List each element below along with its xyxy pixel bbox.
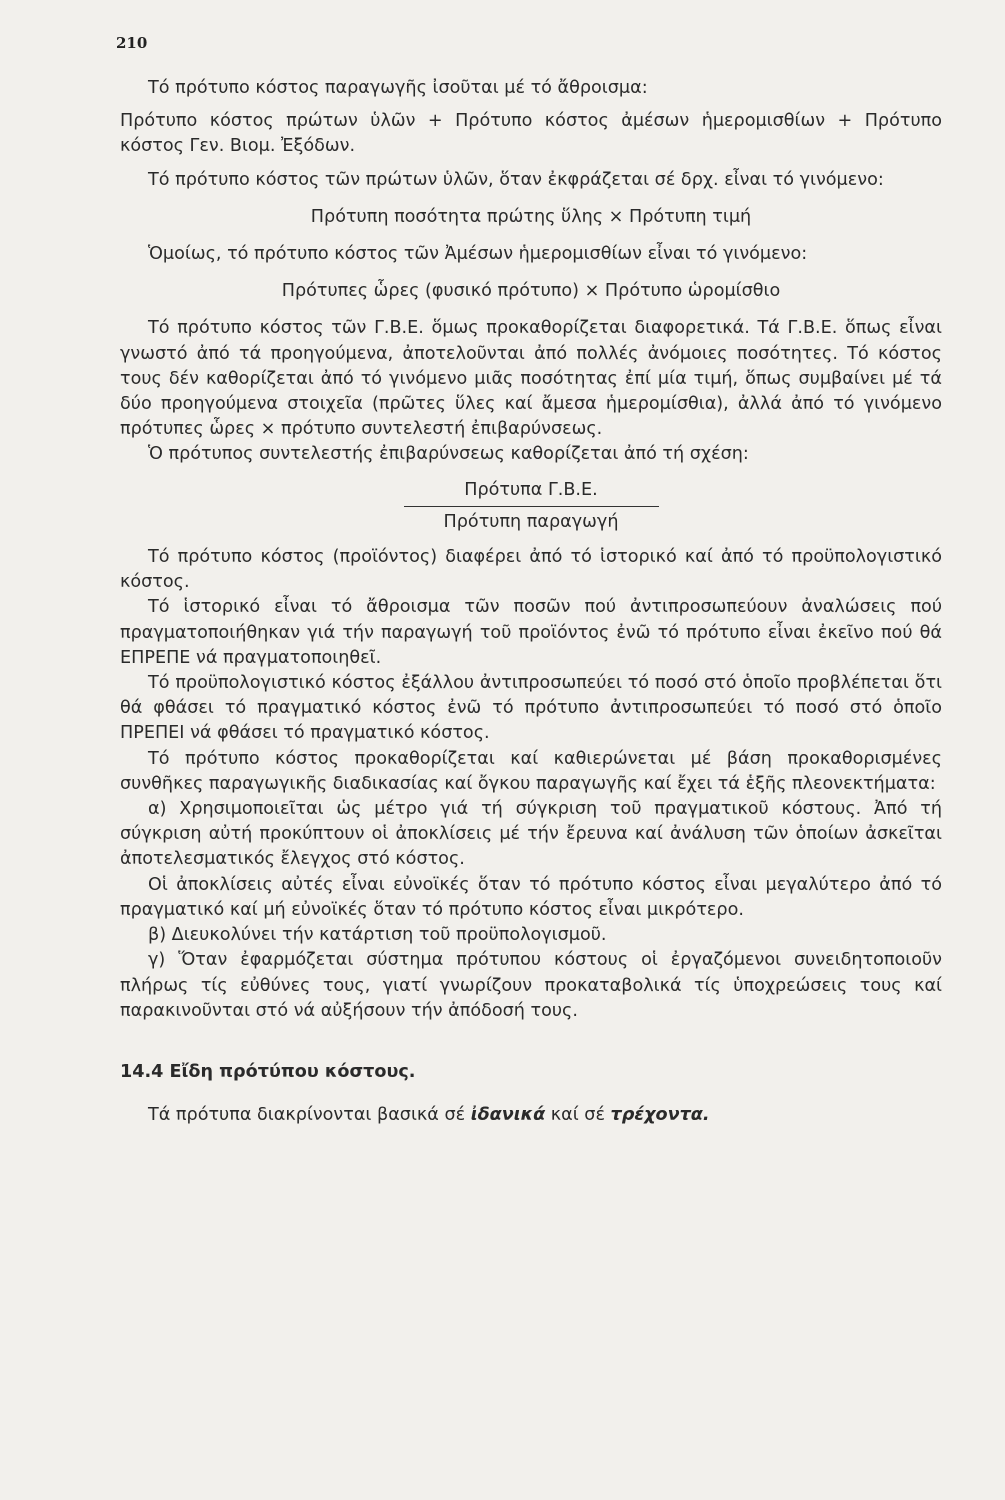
formula-raw-materials: Πρότυπη ποσότητα πρώτης ὕλης × Πρότυπη τιμή	[310, 206, 752, 227]
page-number: 210	[116, 34, 148, 52]
advantage-c: γ) Ὅταν ἐφαρμόζεται σύστημα πρότυπου κόστους οἱ ἐργαζόμενοι συνειδητοποιοῦν πλήρως τίς εὐθύνες τους, γιατί γνωρίζουν προκαταβολικά τίς ὑποχρεώσεις τους καί παρακινοῦνται στό νά αὐξήσουν τήν ἀπόδοσή τους.	[120, 950, 942, 1021]
paragraph-cost-differs: Τό πρότυπο κόστος (προϊόντος) διαφέρει ἀπό τό ἱστορικό καί ἀπό τό προϋπολογιστικό κόστος.	[120, 547, 942, 593]
page-body	[120, 76, 942, 1128]
paragraph-intro: Τό πρότυπο κόστος παραγωγῆς ἰσοῦται μέ τό ἄθροισμα:	[148, 78, 648, 98]
term-ideal: ἰδανικά	[470, 1105, 546, 1126]
term-current: τρέχοντα.	[610, 1105, 710, 1126]
paragraph-deviations: Οἱ ἀποκλίσεις αὐτές εἶναι εὐνοϊκές ὅταν τό πρότυπο κόστος εἶναι μεγαλύτερο ἀπό τό πραγματικό καί μή εὐνοϊκές ὅταν τό πρότυπο κόστος εἶναι μικρότερο.	[120, 874, 942, 920]
paragraph-rate-relation: Ὁ πρότυπος συντελεστής ἐπιβαρύνσεως καθορίζεται ἀπό τή σχέση:	[148, 444, 749, 465]
paragraph-overhead: Τό πρότυπο κόστος τῶν Γ.Β.Ε. ὅμως προκαθορίζεται διαφορετικά. Τά Γ.Β.Ε. ὅπως εἶναι γνωστό ἀπό τά προηγούμενα, ἀποτελοῦνται ἀπό πολλές ἀνόμοιες ποσότητες. Τό κόστος τους δέν καθορίζεται ἀπό τό γινόμενο μιᾶς ποσότητας ἐπί μία τιμή, ὅπως συμβαίνει μέ τά δύο προηγούμενα στοιχεῖα (πρῶτες ὕλες καί ἄμεσα ἡμερομίσθια), ἀλλά ἀπό τό γινόμενο πρότυπες ὧρες × πρότυπο συντελεστή ἐπιβαρύνσεως.	[120, 318, 942, 440]
section-heading: 14.4 Εἴδη πρότύπου κόστους.	[120, 1061, 416, 1082]
fraction-denominator: Πρότυπη παραγωγή	[443, 511, 619, 532]
formula-direct-labor: Πρότυπες ὧρες (φυσικό πρότυπο) × Πρότυπο ὡρομίσθιο	[281, 281, 781, 302]
advantage-b: β) Διευκολύνει τήν κατάρτιση τοῦ προϋπολογισμοῦ.	[148, 925, 607, 946]
fraction-numerator: Πρότυπα Γ.Β.Ε.	[404, 478, 659, 507]
paragraph-advantages: Τό πρότυπο κόστος προκαθορίζεται καί καθιερώνεται μέ βάση προκαθορισμένες συνθῆκες παραγωγικῆς διαδικασίας καί ὄγκου παραγωγῆς καί ἔχει τά ἑξῆς πλεονεκτήματα:	[120, 748, 942, 794]
paragraph-budget: Τό προϋπολογιστικό κόστος ἐξάλλου ἀντιπροσωπεύει τό ποσό στό ὁποῖο προβλέπεται ὅτι θά φθάσει τό πραγματικό κόστος ἐνῶ τό πρότυπο ἀντιπροσωπεύει τό ποσό στό ὁποῖο ΠΡΕΠΕΙ νά φθάσει τό πραγματικό κόστος.	[120, 673, 942, 744]
paragraph-sum-formula: Πρότυπο κόστος πρώτων ὑλῶν + Πρότυπο κόστος ἀμέσων ἡμερομισθίων + Πρότυπο κόστος Γεν. Βιομ. Ἐξόδων.	[120, 111, 942, 157]
paragraph-raw-materials: Τό πρότυπο κόστος τῶν πρώτων ὑλῶν, ὅταν ἐκφράζεται σέ δρχ. εἶναι τό γινόμενο:	[148, 169, 884, 190]
types-mid: καί σέ	[545, 1105, 611, 1126]
paragraph-direct-labor: Ὁμοίως, τό πρότυπο κόστος τῶν Ἀμέσων ἡμερομισθίων εἶναι τό γινόμενο:	[148, 244, 808, 265]
fraction-overhead-rate	[404, 478, 659, 535]
paragraph-types	[120, 1103, 942, 1128]
advantage-a: α) Χρησιμοποιεῖται ὡς μέτρο γιά τή σύγκριση τοῦ πραγματικοῦ κόστους. Ἀπό τή σύγκριση αὐτή προκύπτουν οἱ ἀποκλίσεις μέ τήν ἔρευνα καί ἀνάλυση τῶν ὁποίων ἀσκεῖται ἀποτελεσματικός ἔλεγχος στό κόστος.	[120, 799, 942, 870]
types-prefix: Τά πρότυπα διακρίνονται βασικά σέ	[148, 1105, 471, 1126]
paragraph-historical: Τό ἱστορικό εἶναι τό ἄθροισμα τῶν ποσῶν πού ἀντιπροσωπεύουν ἀναλώσεις πού πραγματοποιήθηκαν γιά τήν παραγωγή τοῦ προϊόντος ἐνῶ τό πρότυπο εἶναι ἐκεῖνο πού θά ΕΠΡΕΠΕ νά πραγματοποιηθεῖ.	[120, 597, 942, 668]
